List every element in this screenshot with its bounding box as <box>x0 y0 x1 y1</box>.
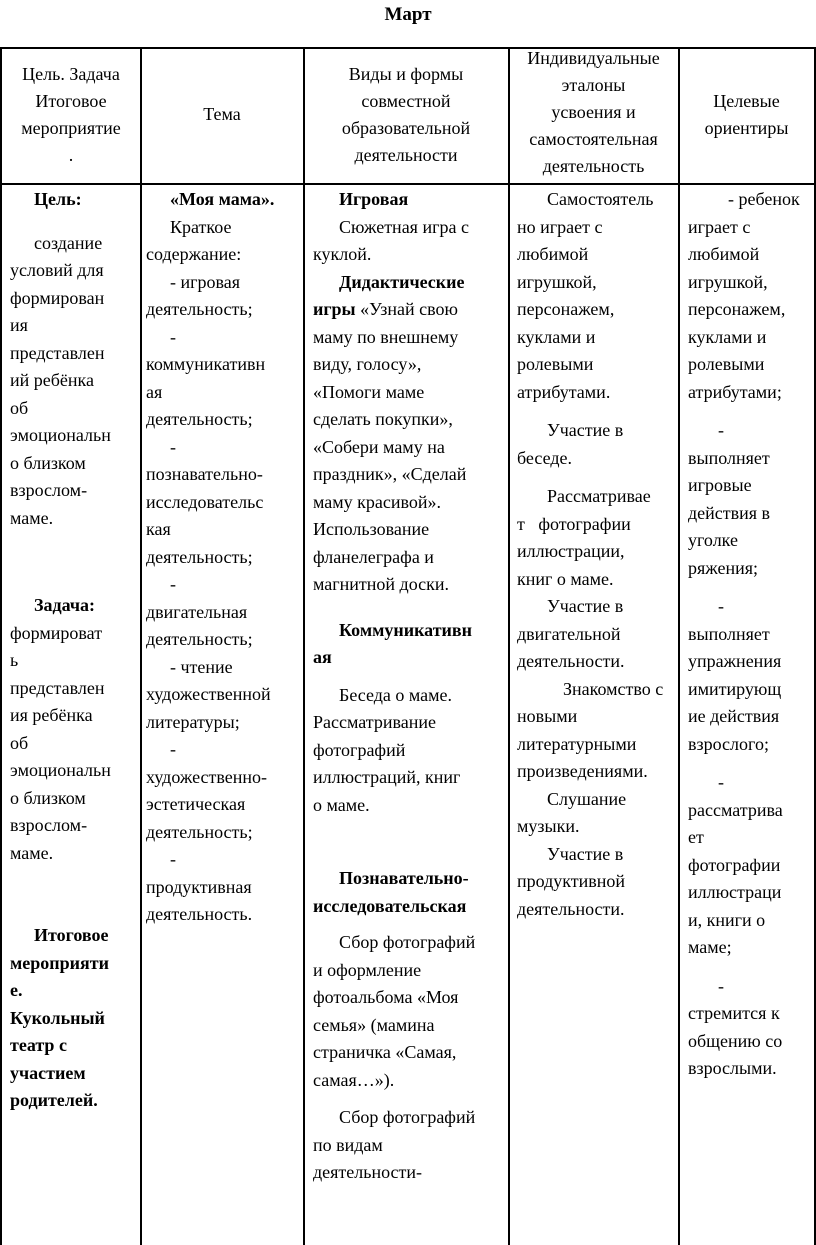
forms-cell: Игровая Сюжетная игра с куклой. Дидактические игры «Узнай свою маму по внешнему виду, голосу», «Помоги маме сделать покупки», «Собери маму на праздник», «Сделай маму красивой». Использование фланелеграфа и магнитной доски. Коммуникативн ая Беседа о маме. Рассматривание фотографий иллюстраций, книг о маме. Познавательно- исследовательская Сбор фотографий и оформление фотоальбома «Моя семья» (мамина страничка «Самая, самая…»). Сбор фотографий по видам деятельности- <box>313 186 507 1187</box>
col-border <box>140 47 142 1245</box>
header-bottom-border <box>0 183 816 185</box>
col-border <box>814 47 816 1245</box>
header-targets: Целевые ориентиры <box>704 91 789 138</box>
game-heading: Игровая <box>339 189 409 209</box>
targets-cell: - ребенок играет с любимой игрушкой, персонажем, куклами и ролевыми атрибутами; - выполняет игровые действия в уголке ряжения; - выполняет упражнения имитирующ ие действия взрослого; - рассматрива ет фотографии иллюстраци и, книги о маме; - стремится к общению со взрослыми. <box>688 189 800 1078</box>
goal-label: Цель: <box>34 189 82 209</box>
header-individual: Индивидуальные эталоны усвоения и самостоятельная деятельность <box>527 48 660 176</box>
header-theme: Тема <box>203 104 241 124</box>
final-event: Итоговое <box>34 925 109 945</box>
theme-cell: «Моя мама». Краткое содержание: - игровая деятельность; - коммуникативн ая деятельность; - познавательно- исследовательс кая деятельность; - двигательная деятельность; - чтение художественной литературы; - художественно- эстетическая деятельность; - продуктивная деятельность. <box>146 186 302 929</box>
header-goal: Цель. Задача Итоговое мероприятие . <box>21 64 121 165</box>
col-border <box>303 47 305 1245</box>
col-border <box>678 47 680 1245</box>
goal-cell: Цель: создание условий для формирован ия представлен ий ребёнка об эмоциональн о близком взрослом- маме. Задача: формироват ь представлен ия ребёнка об эмоциональн о близком взрослом- маме. Итоговое мероприяти е. Кукольный театр с участием родителей. <box>10 186 138 1115</box>
comm-heading: Коммуникативн <box>339 619 473 640</box>
table-top-border <box>0 47 816 49</box>
page-title: Март <box>384 4 432 25</box>
cog-heading: Познавательно- <box>339 868 469 888</box>
col-border <box>508 47 510 1245</box>
task-label: Задача: <box>34 595 96 615</box>
header-forms: Виды и формы совместной образовательной деятельности <box>341 64 471 165</box>
col-border <box>0 47 2 1245</box>
individual-cell: Самостоятель но играет с любимой игрушкой, персонажем, куклами и ролевыми атрибутами. Участие в беседе. Рассматривае т фотографии иллюстрации, книг о маме. Участие в двигательной деятельности. Знакомство с новыми литературными произведениями. Слушание музыки. Участие в продуктивной деятельности. <box>517 189 664 919</box>
theme-title: «Моя мама». <box>170 189 275 209</box>
